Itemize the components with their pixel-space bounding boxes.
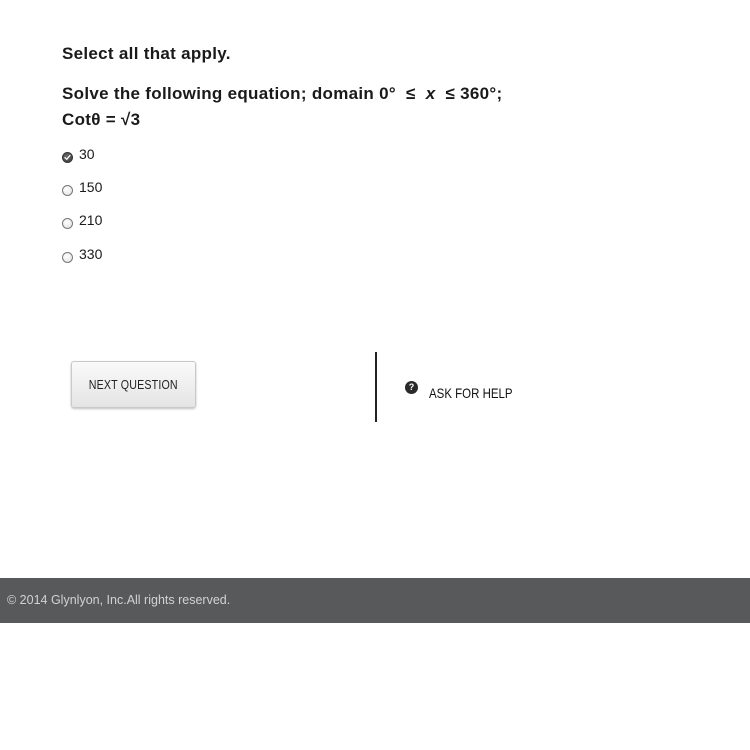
vertical-divider [375, 352, 377, 422]
question-suffix: ≤ 360°; [435, 84, 503, 103]
question-mark-icon: ? [405, 381, 418, 394]
equation-text: Cotθ = √3 [62, 110, 141, 129]
question-line [62, 81, 502, 107]
instruction-text: Select all that apply. [62, 44, 231, 63]
option-150[interactable] [62, 176, 102, 198]
option-label: 150 [79, 179, 103, 195]
option-label: 30 [79, 146, 95, 162]
option-30[interactable] [62, 143, 95, 165]
footer-bar [0, 578, 750, 623]
checkbox-unchecked-icon[interactable] [62, 185, 73, 196]
option-330[interactable] [62, 243, 102, 265]
question-variable: x [425, 84, 436, 103]
copyright-text: © 2014 Glynlyon, Inc.All rights reserved. [7, 593, 231, 607]
ask-for-help-link[interactable] [405, 377, 531, 401]
option-210[interactable] [62, 209, 102, 231]
option-label: 330 [79, 246, 103, 262]
checkbox-checked-icon[interactable] [62, 152, 73, 163]
next-question-label: NEXT QUESTION [88, 377, 178, 392]
next-question-button[interactable] [71, 361, 196, 408]
checkbox-unchecked-icon[interactable] [62, 218, 73, 229]
question-prefix: Solve the following equation; domain 0° ≤ [62, 84, 426, 103]
checkbox-unchecked-icon[interactable] [62, 252, 73, 263]
question-text [62, 81, 502, 133]
option-label: 210 [79, 212, 103, 228]
ask-for-help-label: ASK FOR HELP [429, 385, 513, 401]
